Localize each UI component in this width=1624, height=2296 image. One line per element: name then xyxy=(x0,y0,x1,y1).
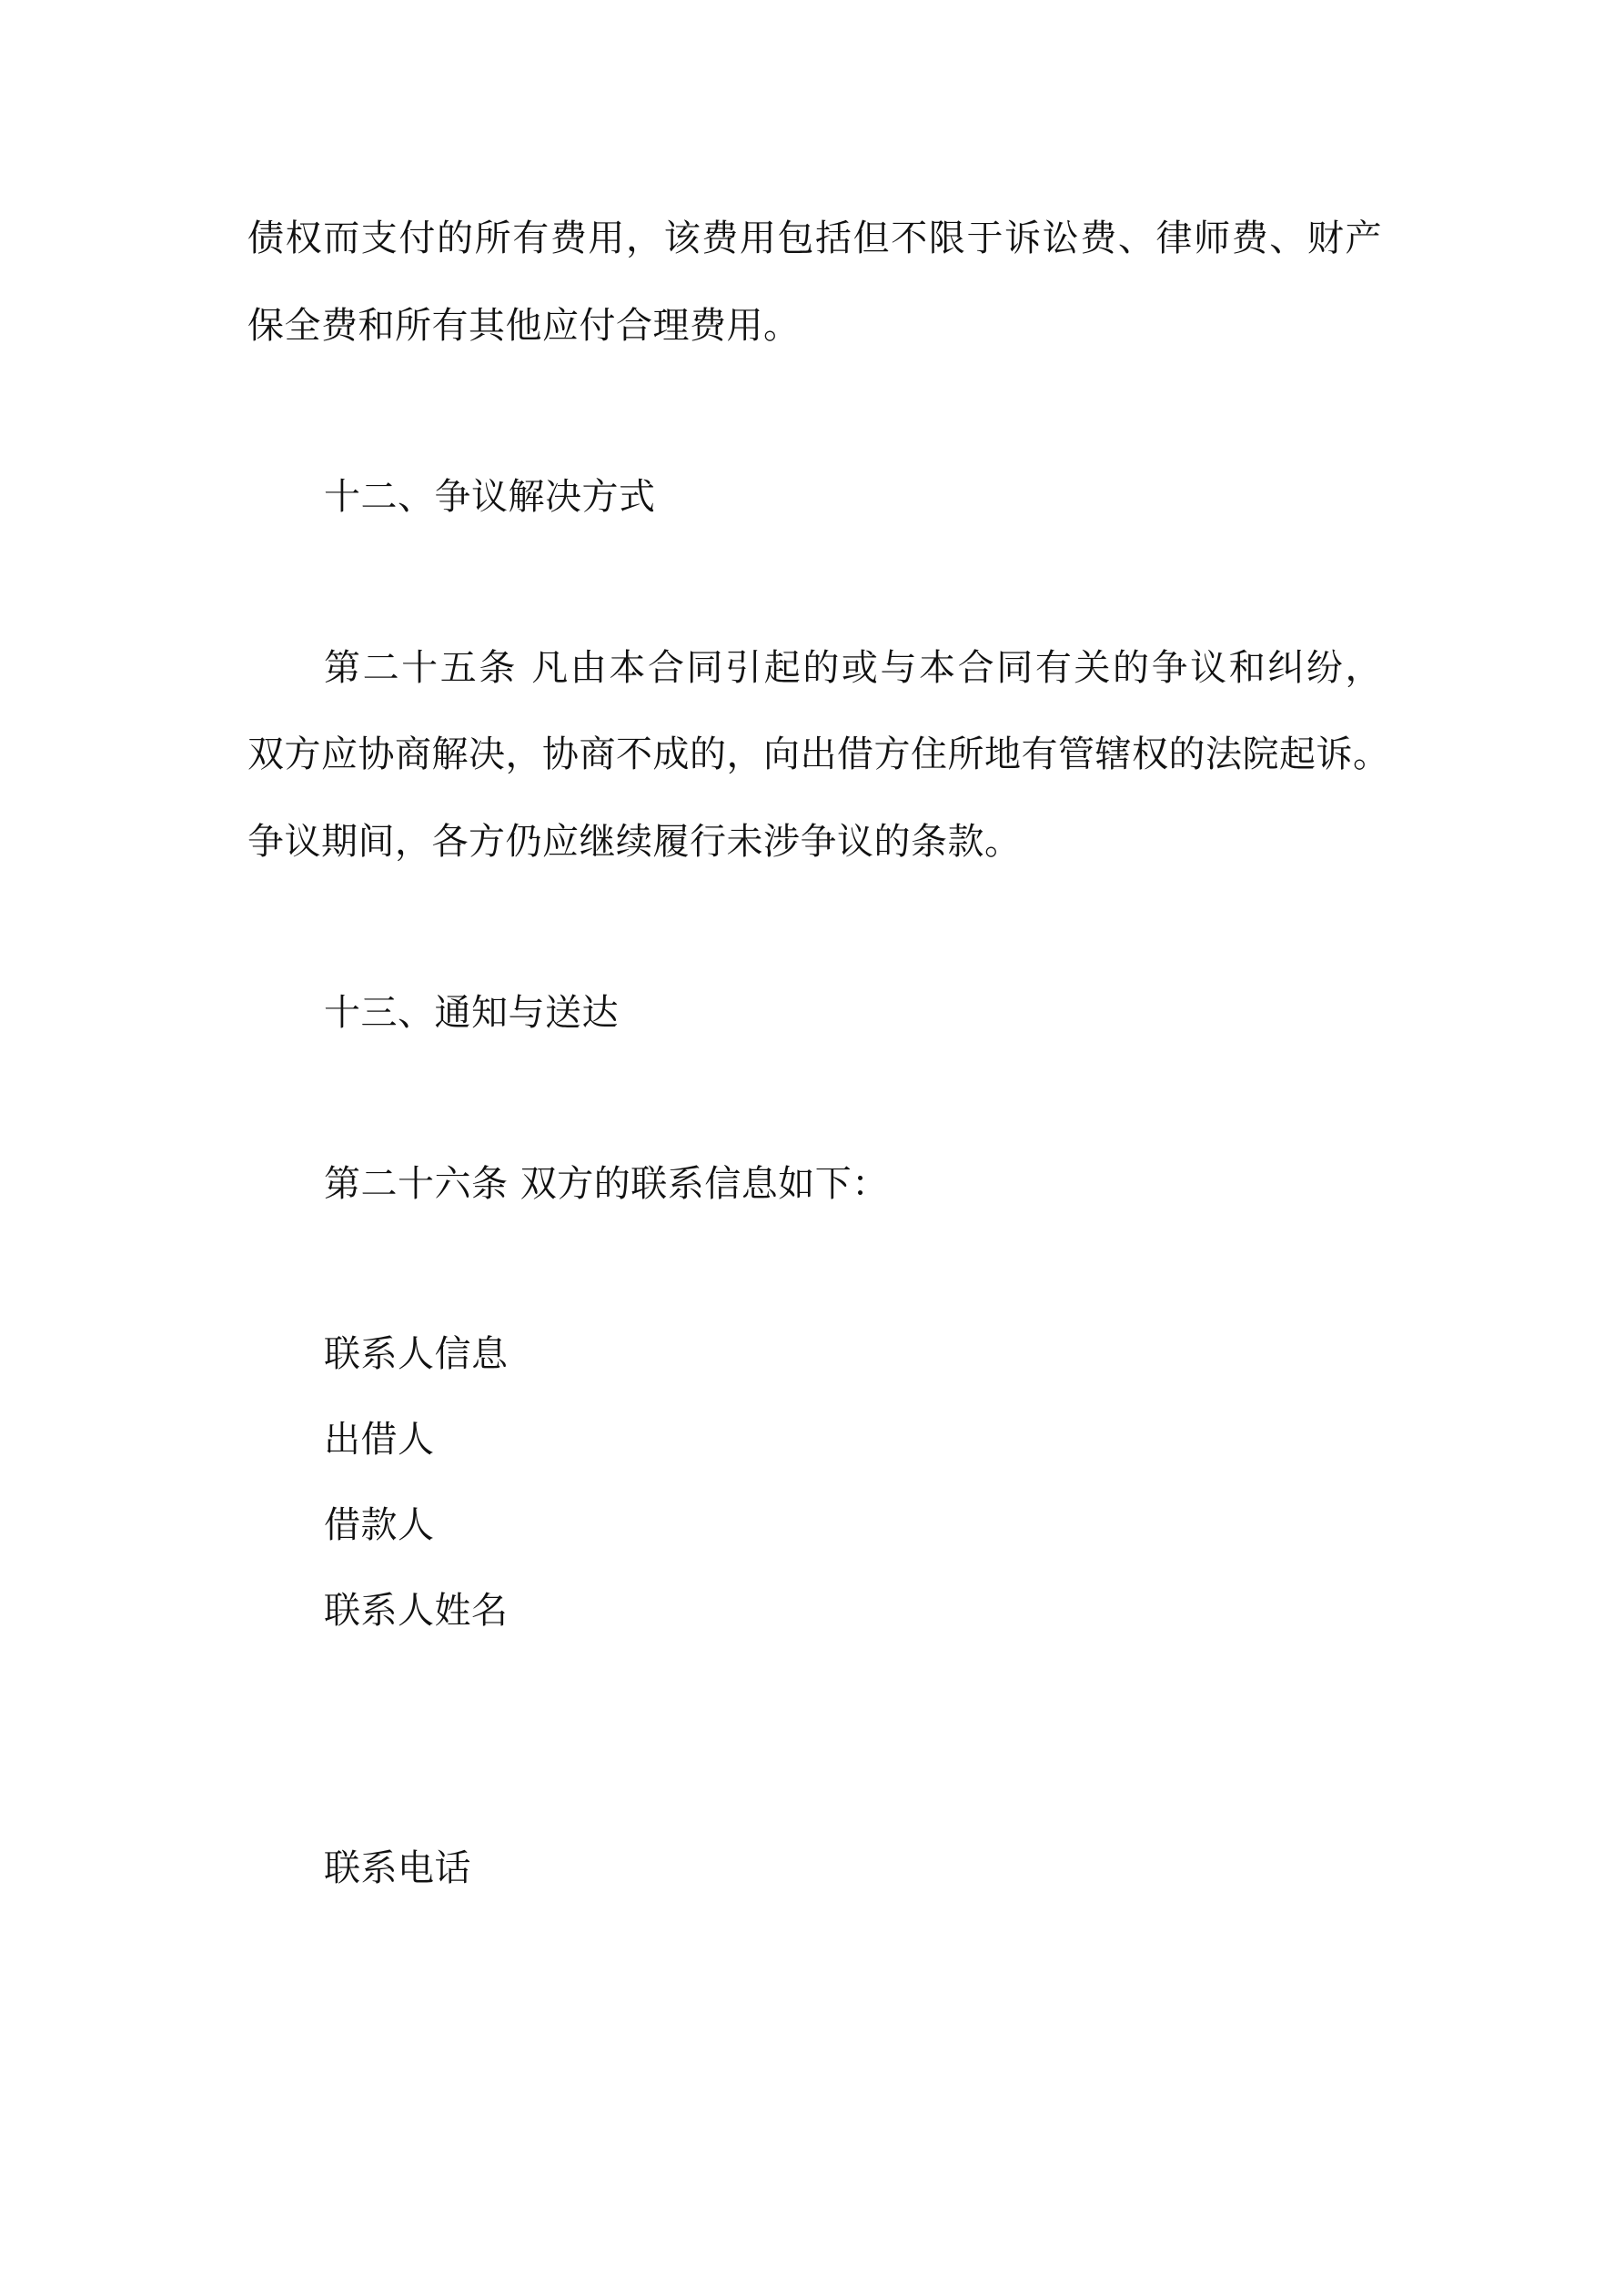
article-26-text: 第二十六条 双方的联系信息如下： xyxy=(324,1163,889,1205)
section-12-heading: 十二、争议解决方式 xyxy=(324,476,656,518)
paragraph-1-line-2: 保全费和所有其他应付合理费用。 xyxy=(247,305,801,347)
section-13-heading: 十三、通知与送达 xyxy=(324,992,619,1034)
article-25-line-2: 双方应协商解决，协商不成的，向出借方住所地有管辖权的法院起诉。 xyxy=(247,733,1390,775)
contact-row-phone: 联系电话 xyxy=(324,1847,471,1889)
article-25-line-1: 第二十五条 凡由本合同引起的或与本合同有关的争议和纠纷， xyxy=(324,647,1382,689)
paragraph-1-line-1: 债权而支付的所有费用，该费用包括但不限于诉讼费、律师费、财产 xyxy=(247,217,1382,259)
contact-table-header: 联系人信息 xyxy=(324,1333,509,1375)
contact-row-name: 联系人姓名 xyxy=(324,1590,509,1632)
contact-col-borrower: 借款人 xyxy=(324,1504,435,1546)
contact-col-lender: 出借人 xyxy=(324,1419,435,1461)
article-25-line-3: 争议期间，各方仍应继续履行未涉争议的条款。 xyxy=(247,821,1022,863)
